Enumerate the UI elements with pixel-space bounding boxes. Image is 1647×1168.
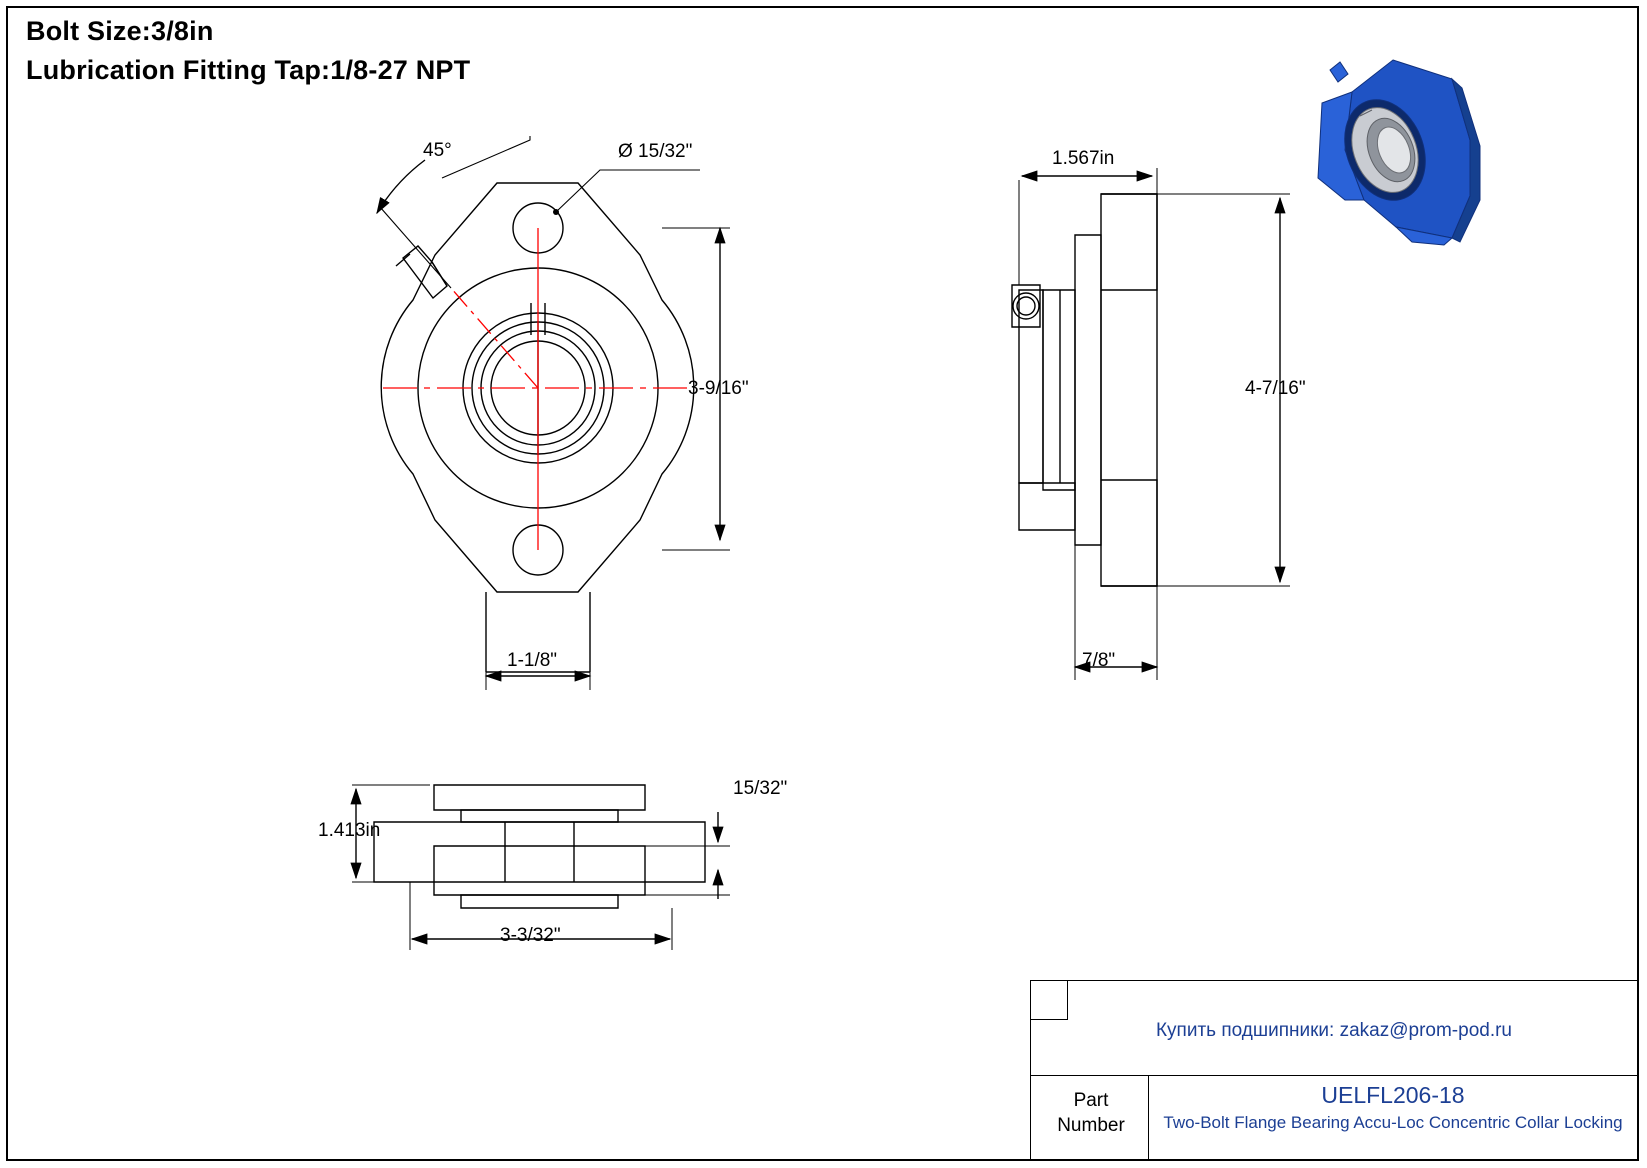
- side-flange-thickness-text: 1.567in: [1052, 148, 1115, 169]
- title-block-divider: [1030, 1075, 1638, 1076]
- part-number-value: UELFL206-18: [1321, 1082, 1465, 1108]
- bottom-height-text: 1.413in: [318, 820, 381, 841]
- contact-note: Купить подшипники: zakaz@prom-pod.ru: [1155, 1020, 1513, 1041]
- part-number-label: [1035, 1088, 1147, 1138]
- front-base-width-text: 1-1/8": [507, 650, 558, 671]
- title-block-vertical-divider: [1148, 1075, 1149, 1160]
- part-number-label-line2: Number: [1057, 1115, 1125, 1136]
- bolt-size-note: Bolt Size:3/8in: [26, 16, 214, 46]
- bolt-hole-dia-text: Ø 15/32": [618, 141, 693, 162]
- side-base-thickness-text: 7/8": [1082, 650, 1116, 671]
- bottom-lip-text: 15/32": [733, 778, 788, 799]
- part-number-label-line1: Part: [1073, 1090, 1109, 1111]
- title-block-notch: [1030, 980, 1068, 1020]
- part-description: Two-Bolt Flange Bearing Accu-Loc Concentric Collar Locking: [1163, 1113, 1623, 1132]
- side-overall-length-text: 4-7/16": [1245, 378, 1306, 399]
- lubrication-note: Lubrication Fitting Tap:1/8-27 NPT: [26, 55, 471, 85]
- angle-dimension-text: 45°: [423, 140, 452, 161]
- bottom-width-text: 3-3/32": [500, 925, 561, 946]
- front-height-text: 3-9/16": [688, 378, 749, 399]
